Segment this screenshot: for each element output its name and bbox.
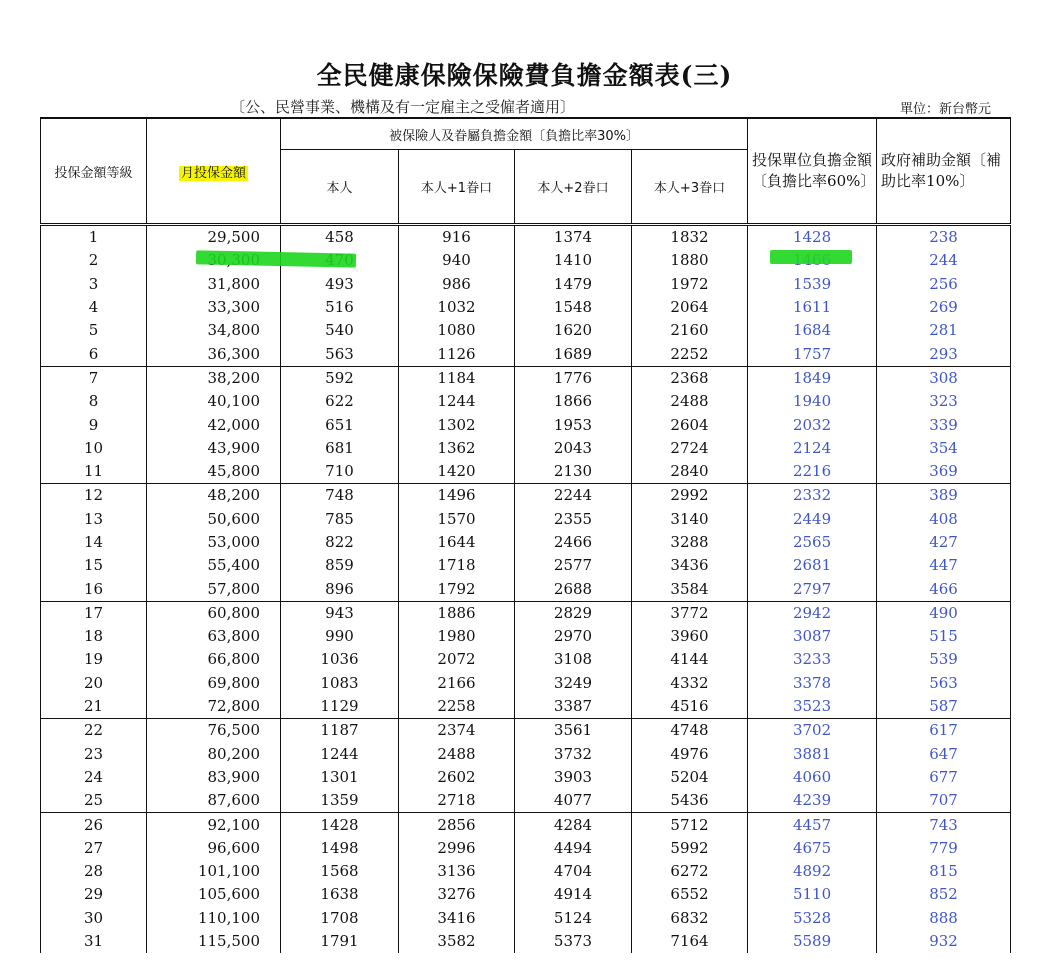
grade-cell: 28 xyxy=(41,860,147,883)
salary-cell: 115,500 xyxy=(147,930,281,953)
employer-cell: 2124 xyxy=(748,437,877,460)
self-cell: 748 xyxy=(281,484,399,508)
employer-cell: 2332 xyxy=(748,484,877,508)
grade-cell: 13 xyxy=(41,508,147,531)
salary-cell: 105,600 xyxy=(147,883,281,906)
plus2-cell: 2355 xyxy=(515,508,632,531)
plus2-cell: 4914 xyxy=(515,883,632,906)
grade-cell: 23 xyxy=(41,743,147,766)
plus2-cell: 4494 xyxy=(515,837,632,860)
plus2-cell: 2577 xyxy=(515,554,632,577)
header-plus2: 本人+2眷口 xyxy=(515,150,632,225)
table-body xyxy=(41,225,1011,954)
plus2-cell: 5124 xyxy=(515,907,632,930)
plus1-cell: 1302 xyxy=(399,413,515,436)
grade-cell: 31 xyxy=(41,930,147,953)
employer-cell: 1428 xyxy=(748,225,877,250)
employer-cell: 2032 xyxy=(748,413,877,436)
employer-cell: 2565 xyxy=(748,531,877,554)
employer-cell: 5589 xyxy=(748,930,877,953)
header-government: 政府補助金額〔補助比率10%〕 xyxy=(877,118,1011,225)
salary-cell: 92,100 xyxy=(147,813,281,837)
self-cell: 943 xyxy=(281,601,399,625)
table-row xyxy=(41,837,1011,860)
grade-cell: 10 xyxy=(41,437,147,460)
table-row xyxy=(41,907,1011,930)
salary-cell: 66,800 xyxy=(147,648,281,671)
grade-cell: 18 xyxy=(41,625,147,648)
plus3-cell: 2604 xyxy=(632,413,748,436)
plus1-cell: 940 xyxy=(399,249,515,272)
grade-cell: 24 xyxy=(41,766,147,789)
plus2-cell: 3249 xyxy=(515,672,632,695)
government-cell: 339 xyxy=(877,413,1011,436)
self-cell: 1187 xyxy=(281,719,399,743)
table-row xyxy=(41,390,1011,413)
employer-cell: 1684 xyxy=(748,319,877,342)
grade-cell: 29 xyxy=(41,883,147,906)
table-row xyxy=(41,342,1011,366)
salary-cell: 33,300 xyxy=(147,296,281,319)
plus1-cell: 1032 xyxy=(399,296,515,319)
grade-cell: 5 xyxy=(41,319,147,342)
plus2-cell: 1410 xyxy=(515,249,632,272)
plus2-cell: 4704 xyxy=(515,860,632,883)
employer-cell: 1539 xyxy=(748,273,877,296)
plus1-cell: 2602 xyxy=(399,766,515,789)
plus1-cell: 2996 xyxy=(399,837,515,860)
grade-cell: 19 xyxy=(41,648,147,671)
salary-cell: 40,100 xyxy=(147,390,281,413)
table-row xyxy=(41,813,1011,837)
plus3-cell: 2064 xyxy=(632,296,748,319)
plus1-cell: 3582 xyxy=(399,930,515,953)
salary-cell: 36,300 xyxy=(147,342,281,366)
self-cell: 651 xyxy=(281,413,399,436)
plus2-cell: 2688 xyxy=(515,577,632,601)
grade-cell: 1 xyxy=(41,225,147,250)
table-row xyxy=(41,719,1011,743)
government-cell: 269 xyxy=(877,296,1011,319)
self-cell: 1301 xyxy=(281,766,399,789)
plus1-cell: 2258 xyxy=(399,695,515,719)
plus1-cell: 916 xyxy=(399,225,515,250)
plus2-cell: 2829 xyxy=(515,601,632,625)
table-row xyxy=(41,672,1011,695)
employer-cell: 2797 xyxy=(748,577,877,601)
plus1-cell: 2072 xyxy=(399,648,515,671)
plus2-cell: 1953 xyxy=(515,413,632,436)
plus1-cell: 1420 xyxy=(399,460,515,484)
table-row xyxy=(41,789,1011,813)
grade-cell: 16 xyxy=(41,577,147,601)
self-cell: 1083 xyxy=(281,672,399,695)
plus3-cell: 3288 xyxy=(632,531,748,554)
grade-cell: 7 xyxy=(41,366,147,390)
salary-cell: 57,800 xyxy=(147,577,281,601)
self-cell: 516 xyxy=(281,296,399,319)
plus1-cell: 1570 xyxy=(399,508,515,531)
table-row xyxy=(41,766,1011,789)
government-cell: 779 xyxy=(877,837,1011,860)
grade-cell: 8 xyxy=(41,390,147,413)
salary-cell: 83,900 xyxy=(147,766,281,789)
salary-cell: 38,200 xyxy=(147,366,281,390)
plus1-cell: 1126 xyxy=(399,342,515,366)
plus3-cell: 2368 xyxy=(632,366,748,390)
header-plus3: 本人+3眷口 xyxy=(632,150,748,225)
plus2-cell: 3561 xyxy=(515,719,632,743)
salary-cell: 87,600 xyxy=(147,789,281,813)
plus2-cell: 4284 xyxy=(515,813,632,837)
plus1-cell: 2488 xyxy=(399,743,515,766)
self-cell: 1244 xyxy=(281,743,399,766)
employer-cell: 3523 xyxy=(748,695,877,719)
salary-cell: 69,800 xyxy=(147,672,281,695)
table-row xyxy=(41,648,1011,671)
plus2-cell: 1620 xyxy=(515,319,632,342)
government-cell: 238 xyxy=(877,225,1011,250)
salary-cell: 60,800 xyxy=(147,601,281,625)
self-cell: 1129 xyxy=(281,695,399,719)
government-cell: 323 xyxy=(877,390,1011,413)
plus2-cell: 5373 xyxy=(515,930,632,953)
government-cell: 354 xyxy=(877,437,1011,460)
salary-cell: 34,800 xyxy=(147,319,281,342)
government-cell: 743 xyxy=(877,813,1011,837)
plus1-cell: 1184 xyxy=(399,366,515,390)
grade-cell: 12 xyxy=(41,484,147,508)
self-cell: 622 xyxy=(281,390,399,413)
self-cell: 1498 xyxy=(281,837,399,860)
grade-cell: 30 xyxy=(41,907,147,930)
plus2-cell: 1866 xyxy=(515,390,632,413)
table-row xyxy=(41,554,1011,577)
plus3-cell: 3960 xyxy=(632,625,748,648)
plus2-cell: 1479 xyxy=(515,273,632,296)
table-row xyxy=(41,366,1011,390)
header-salary xyxy=(147,118,281,225)
grade-cell: 26 xyxy=(41,813,147,837)
employer-cell: 2942 xyxy=(748,601,877,625)
government-cell: 244 xyxy=(877,249,1011,272)
government-cell: 281 xyxy=(877,319,1011,342)
self-cell: 592 xyxy=(281,366,399,390)
government-cell: 447 xyxy=(877,554,1011,577)
plus3-cell: 2840 xyxy=(632,460,748,484)
table-row xyxy=(41,601,1011,625)
employer-cell: 1940 xyxy=(748,390,877,413)
plus1-cell: 1080 xyxy=(399,319,515,342)
employer-cell: 3881 xyxy=(748,743,877,766)
plus3-cell: 1972 xyxy=(632,273,748,296)
plus1-cell: 1496 xyxy=(399,484,515,508)
salary-cell: 72,800 xyxy=(147,695,281,719)
grade-cell: 27 xyxy=(41,837,147,860)
plus3-cell: 5204 xyxy=(632,766,748,789)
table-row xyxy=(41,460,1011,484)
header-grade: 投保金額等級 xyxy=(41,118,147,225)
plus3-cell: 2160 xyxy=(632,319,748,342)
government-cell: 563 xyxy=(877,672,1011,695)
table-row xyxy=(41,577,1011,601)
plus3-cell: 2488 xyxy=(632,390,748,413)
plus2-cell: 2043 xyxy=(515,437,632,460)
plus1-cell: 2718 xyxy=(399,789,515,813)
plus1-cell: 1980 xyxy=(399,625,515,648)
table-row xyxy=(41,930,1011,953)
plus2-cell: 1776 xyxy=(515,366,632,390)
government-cell: 256 xyxy=(877,273,1011,296)
self-cell: 540 xyxy=(281,319,399,342)
self-cell: 493 xyxy=(281,273,399,296)
self-cell: 458 xyxy=(281,225,399,250)
plus2-cell: 2130 xyxy=(515,460,632,484)
self-cell: 563 xyxy=(281,342,399,366)
salary-cell: 76,500 xyxy=(147,719,281,743)
table-row xyxy=(41,437,1011,460)
plus1-cell: 2166 xyxy=(399,672,515,695)
plus1-cell: 3276 xyxy=(399,883,515,906)
salary-cell: 43,900 xyxy=(147,437,281,460)
plus1-cell: 1792 xyxy=(399,577,515,601)
self-cell: 1359 xyxy=(281,789,399,813)
grade-cell: 20 xyxy=(41,672,147,695)
government-cell: 389 xyxy=(877,484,1011,508)
government-cell: 515 xyxy=(877,625,1011,648)
plus1-cell: 3416 xyxy=(399,907,515,930)
salary-cell: 31,800 xyxy=(147,273,281,296)
header-plus1: 本人+1眷口 xyxy=(399,150,515,225)
grade-cell: 6 xyxy=(41,342,147,366)
employer-cell: 3702 xyxy=(748,719,877,743)
self-cell: 822 xyxy=(281,531,399,554)
plus1-cell: 1644 xyxy=(399,531,515,554)
plus2-cell: 1689 xyxy=(515,342,632,366)
header-employer: 投保單位負擔金額〔負擔比率60%〕 xyxy=(748,118,877,225)
page-subtitle: 〔公、民營事業、機構及有一定雇主之受僱者適用〕 xyxy=(230,98,576,116)
government-cell: 815 xyxy=(877,860,1011,883)
plus2-cell: 2244 xyxy=(515,484,632,508)
plus3-cell: 6832 xyxy=(632,907,748,930)
header-self: 本人 xyxy=(281,150,399,225)
government-cell: 707 xyxy=(877,789,1011,813)
salary-cell: 29,500 xyxy=(147,225,281,250)
grade-cell: 22 xyxy=(41,719,147,743)
self-cell: 1638 xyxy=(281,883,399,906)
plus3-cell: 2724 xyxy=(632,437,748,460)
grade-cell: 14 xyxy=(41,531,147,554)
plus1-cell: 1362 xyxy=(399,437,515,460)
plus3-cell: 3584 xyxy=(632,577,748,601)
grade-cell: 4 xyxy=(41,296,147,319)
employer-cell: 4457 xyxy=(748,813,877,837)
employer-cell: 4239 xyxy=(748,789,877,813)
self-cell: 785 xyxy=(281,508,399,531)
government-cell: 852 xyxy=(877,883,1011,906)
plus1-cell: 986 xyxy=(399,273,515,296)
self-cell: 1708 xyxy=(281,907,399,930)
government-cell: 617 xyxy=(877,719,1011,743)
plus1-cell: 3136 xyxy=(399,860,515,883)
table-row xyxy=(41,860,1011,883)
employer-cell: 4675 xyxy=(748,837,877,860)
self-cell: 1568 xyxy=(281,860,399,883)
table-row xyxy=(41,743,1011,766)
salary-cell: 48,200 xyxy=(147,484,281,508)
self-cell: 990 xyxy=(281,625,399,648)
table-row xyxy=(41,319,1011,342)
green-highlight-mark xyxy=(770,250,852,264)
government-cell: 888 xyxy=(877,907,1011,930)
plus1-cell: 2374 xyxy=(399,719,515,743)
salary-cell: 63,800 xyxy=(147,625,281,648)
page-title: 全民健康保險保險費負擔金額表(三) xyxy=(316,61,733,90)
plus2-cell: 1374 xyxy=(515,225,632,250)
plus3-cell: 1880 xyxy=(632,249,748,272)
self-cell: 681 xyxy=(281,437,399,460)
plus3-cell: 7164 xyxy=(632,930,748,953)
self-cell: 1428 xyxy=(281,813,399,837)
self-cell: 1791 xyxy=(281,930,399,953)
table-row xyxy=(41,273,1011,296)
government-cell: 932 xyxy=(877,930,1011,953)
table-row xyxy=(41,249,1011,272)
plus2-cell: 3387 xyxy=(515,695,632,719)
plus3-cell: 6272 xyxy=(632,860,748,883)
plus1-cell: 2856 xyxy=(399,813,515,837)
salary-cell: 110,100 xyxy=(147,907,281,930)
plus2-cell: 3732 xyxy=(515,743,632,766)
employer-cell: 3378 xyxy=(748,672,877,695)
salary-cell: 53,000 xyxy=(147,531,281,554)
government-cell: 369 xyxy=(877,460,1011,484)
table-row xyxy=(41,296,1011,319)
government-cell: 677 xyxy=(877,766,1011,789)
employer-cell: 1757 xyxy=(748,342,877,366)
header-salary-label: 月投保金額 xyxy=(180,165,246,181)
employer-cell: 1849 xyxy=(748,366,877,390)
government-cell: 293 xyxy=(877,342,1011,366)
grade-cell: 9 xyxy=(41,413,147,436)
plus1-cell: 1718 xyxy=(399,554,515,577)
employer-cell: 3233 xyxy=(748,648,877,671)
employer-cell: 5328 xyxy=(748,907,877,930)
plus3-cell: 3772 xyxy=(632,601,748,625)
salary-cell: 45,800 xyxy=(147,460,281,484)
table-row xyxy=(41,883,1011,906)
government-cell: 308 xyxy=(877,366,1011,390)
table-row xyxy=(41,484,1011,508)
grade-cell: 25 xyxy=(41,789,147,813)
table-row xyxy=(41,413,1011,436)
table-row xyxy=(41,695,1011,719)
table-row xyxy=(41,625,1011,648)
plus3-cell: 5436 xyxy=(632,789,748,813)
salary-cell: 55,400 xyxy=(147,554,281,577)
salary-cell: 42,000 xyxy=(147,413,281,436)
plus3-cell: 4332 xyxy=(632,672,748,695)
government-cell: 408 xyxy=(877,508,1011,531)
government-cell: 490 xyxy=(877,601,1011,625)
plus3-cell: 4516 xyxy=(632,695,748,719)
salary-cell: 50,600 xyxy=(147,508,281,531)
table-row xyxy=(41,225,1011,250)
salary-cell: 96,600 xyxy=(147,837,281,860)
grade-cell: 3 xyxy=(41,273,147,296)
self-cell: 710 xyxy=(281,460,399,484)
plus3-cell: 4976 xyxy=(632,743,748,766)
plus3-cell: 3140 xyxy=(632,508,748,531)
plus1-cell: 1886 xyxy=(399,601,515,625)
plus3-cell: 4748 xyxy=(632,719,748,743)
plus2-cell: 1548 xyxy=(515,296,632,319)
plus3-cell: 2992 xyxy=(632,484,748,508)
employer-cell: 5110 xyxy=(748,883,877,906)
plus3-cell: 3436 xyxy=(632,554,748,577)
grade-cell: 15 xyxy=(41,554,147,577)
self-cell: 859 xyxy=(281,554,399,577)
header-insured-group: 被保險人及眷屬負擔金額〔負擔比率30%〕 xyxy=(281,118,748,150)
employer-cell: 4060 xyxy=(748,766,877,789)
grade-cell: 2 xyxy=(41,249,147,272)
government-cell: 587 xyxy=(877,695,1011,719)
government-cell: 647 xyxy=(877,743,1011,766)
grade-cell: 11 xyxy=(41,460,147,484)
government-cell: 539 xyxy=(877,648,1011,671)
grade-cell: 21 xyxy=(41,695,147,719)
plus3-cell: 6552 xyxy=(632,883,748,906)
salary-cell: 101,100 xyxy=(147,860,281,883)
salary-cell: 80,200 xyxy=(147,743,281,766)
plus2-cell: 2970 xyxy=(515,625,632,648)
employer-cell: 2216 xyxy=(748,460,877,484)
plus3-cell: 4144 xyxy=(632,648,748,671)
premium-table xyxy=(40,117,1011,953)
plus2-cell: 3108 xyxy=(515,648,632,671)
plus3-cell: 5712 xyxy=(632,813,748,837)
employer-cell: 2681 xyxy=(748,554,877,577)
plus2-cell: 3903 xyxy=(515,766,632,789)
table-row xyxy=(41,508,1011,531)
plus2-cell: 4077 xyxy=(515,789,632,813)
grade-cell: 17 xyxy=(41,601,147,625)
self-cell: 1036 xyxy=(281,648,399,671)
employer-cell: 2449 xyxy=(748,508,877,531)
plus3-cell: 1832 xyxy=(632,225,748,250)
plus3-cell: 5992 xyxy=(632,837,748,860)
employer-cell: 4892 xyxy=(748,860,877,883)
plus1-cell: 1244 xyxy=(399,390,515,413)
currency-unit: 單位：新台幣元 xyxy=(900,102,992,117)
government-cell: 427 xyxy=(877,531,1011,554)
plus3-cell: 2252 xyxy=(632,342,748,366)
employer-cell: 1611 xyxy=(748,296,877,319)
employer-cell: 3087 xyxy=(748,625,877,648)
self-cell: 896 xyxy=(281,577,399,601)
table-header xyxy=(41,118,1011,225)
table-row xyxy=(41,531,1011,554)
government-cell: 466 xyxy=(877,577,1011,601)
plus2-cell: 2466 xyxy=(515,531,632,554)
